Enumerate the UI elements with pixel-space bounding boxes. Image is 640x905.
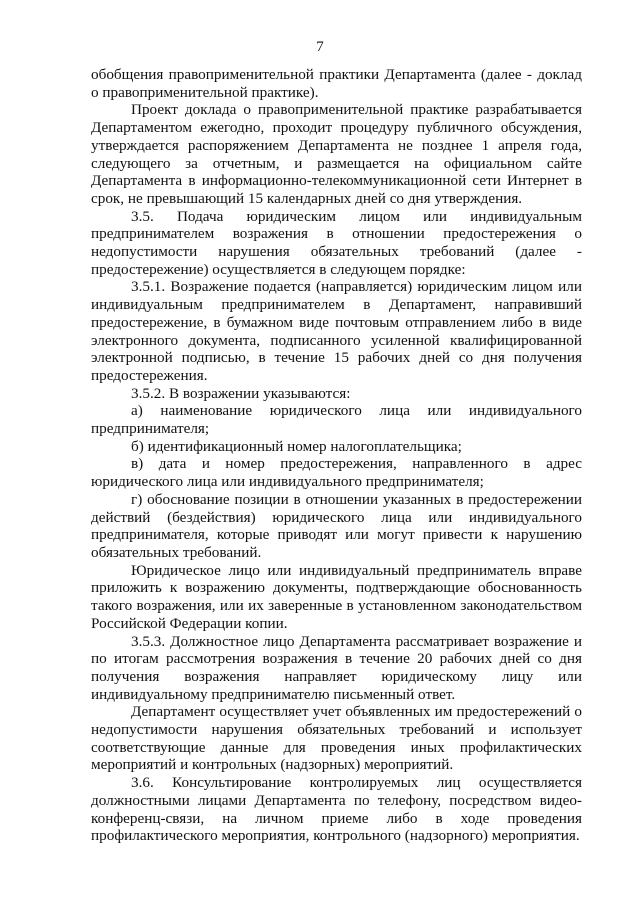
paragraph: 3.6. Консультирование контролируемых лиц осуществляется должностными лицами Департамента по телефону, посредством видео-конференц-связи, на личном приеме либо в ходе проведения профилактического мероприятия, контрольного (надзорного) мероприятия.	[91, 774, 582, 845]
paragraph: в) дата и номер предостережения, направленного в адрес юридического лица или индивидуального предпринимателя;	[91, 455, 582, 491]
paragraph: Юридическое лицо или индивидуальный предприниматель вправе приложить к возражению документы, подтверждающие обоснованность такого возражения, или их заверенные в установленном законодательством Российской Федерации копии.	[91, 561, 582, 632]
paragraph: 3.5.3. Должностное лицо Департамента рассматривает возражение и по итогам рассмотрения возражения в течение 20 рабочих дней со дня получения возражения направляет юридическому лицу или индивидуальному предпринимателю письменный ответ.	[91, 632, 582, 703]
paragraph: б) идентификационный номер налогоплательщика;	[131, 437, 462, 455]
paragraph: 3.5. Подача юридическим лицом или индивидуальным предпринимателем возражения в отношении предостережения о недопустимости нарушения обязательных требований (далее - предостережение) осуществляется в следующем порядке:	[91, 207, 582, 278]
document-body	[91, 66, 582, 845]
paragraph: Проект доклада о правоприменительной практике разрабатывается Департаментом ежегодно, проходит процедуру публичного обсуждения, утверждается распоряжением Департамента не позднее 1 апреля года, следующего за отчетным, и размещается на официальном сайте Департамента в информационно-телекоммуникационной сети Интернет в срок, не превышающий 15 календарных дней со дня утверждения.	[91, 101, 582, 207]
paragraph: 3.5.1. Возражение подается (направляется) юридическим лицом или индивидуальным предпринимателем в Департамент, направивший предостережение, в бумажном виде почтовым отправлением либо в виде электронного документа, подписанного усиленной квалифицированной электронной подписью, в течение 15 рабочих дней со дня получения предостережения.	[91, 278, 582, 384]
paragraph: 3.5.2. В возражении указываются:	[131, 384, 351, 402]
page-number: 7	[316, 39, 324, 55]
paragraph: г) обоснование позиции в отношении указанных в предостережении действий (бездействия) юридического лица или индивидуального предпринимателя, которые приводят или могут привести к нарушению обязательных требований.	[91, 490, 582, 561]
paragraph: обобщения правоприменительной практики Департамента (далее - доклад о правоприменительной практике).	[91, 66, 582, 101]
paragraph: а) наименование юридического лица или индивидуального предпринимателя;	[91, 402, 582, 438]
paragraph: Департамент осуществляет учет объявленных им предостережений о недопустимости нарушения обязательных требований и использует соответствующие данные для проведения иных профилактических мероприятий и контрольных (надзорных) мероприятий.	[91, 703, 582, 774]
